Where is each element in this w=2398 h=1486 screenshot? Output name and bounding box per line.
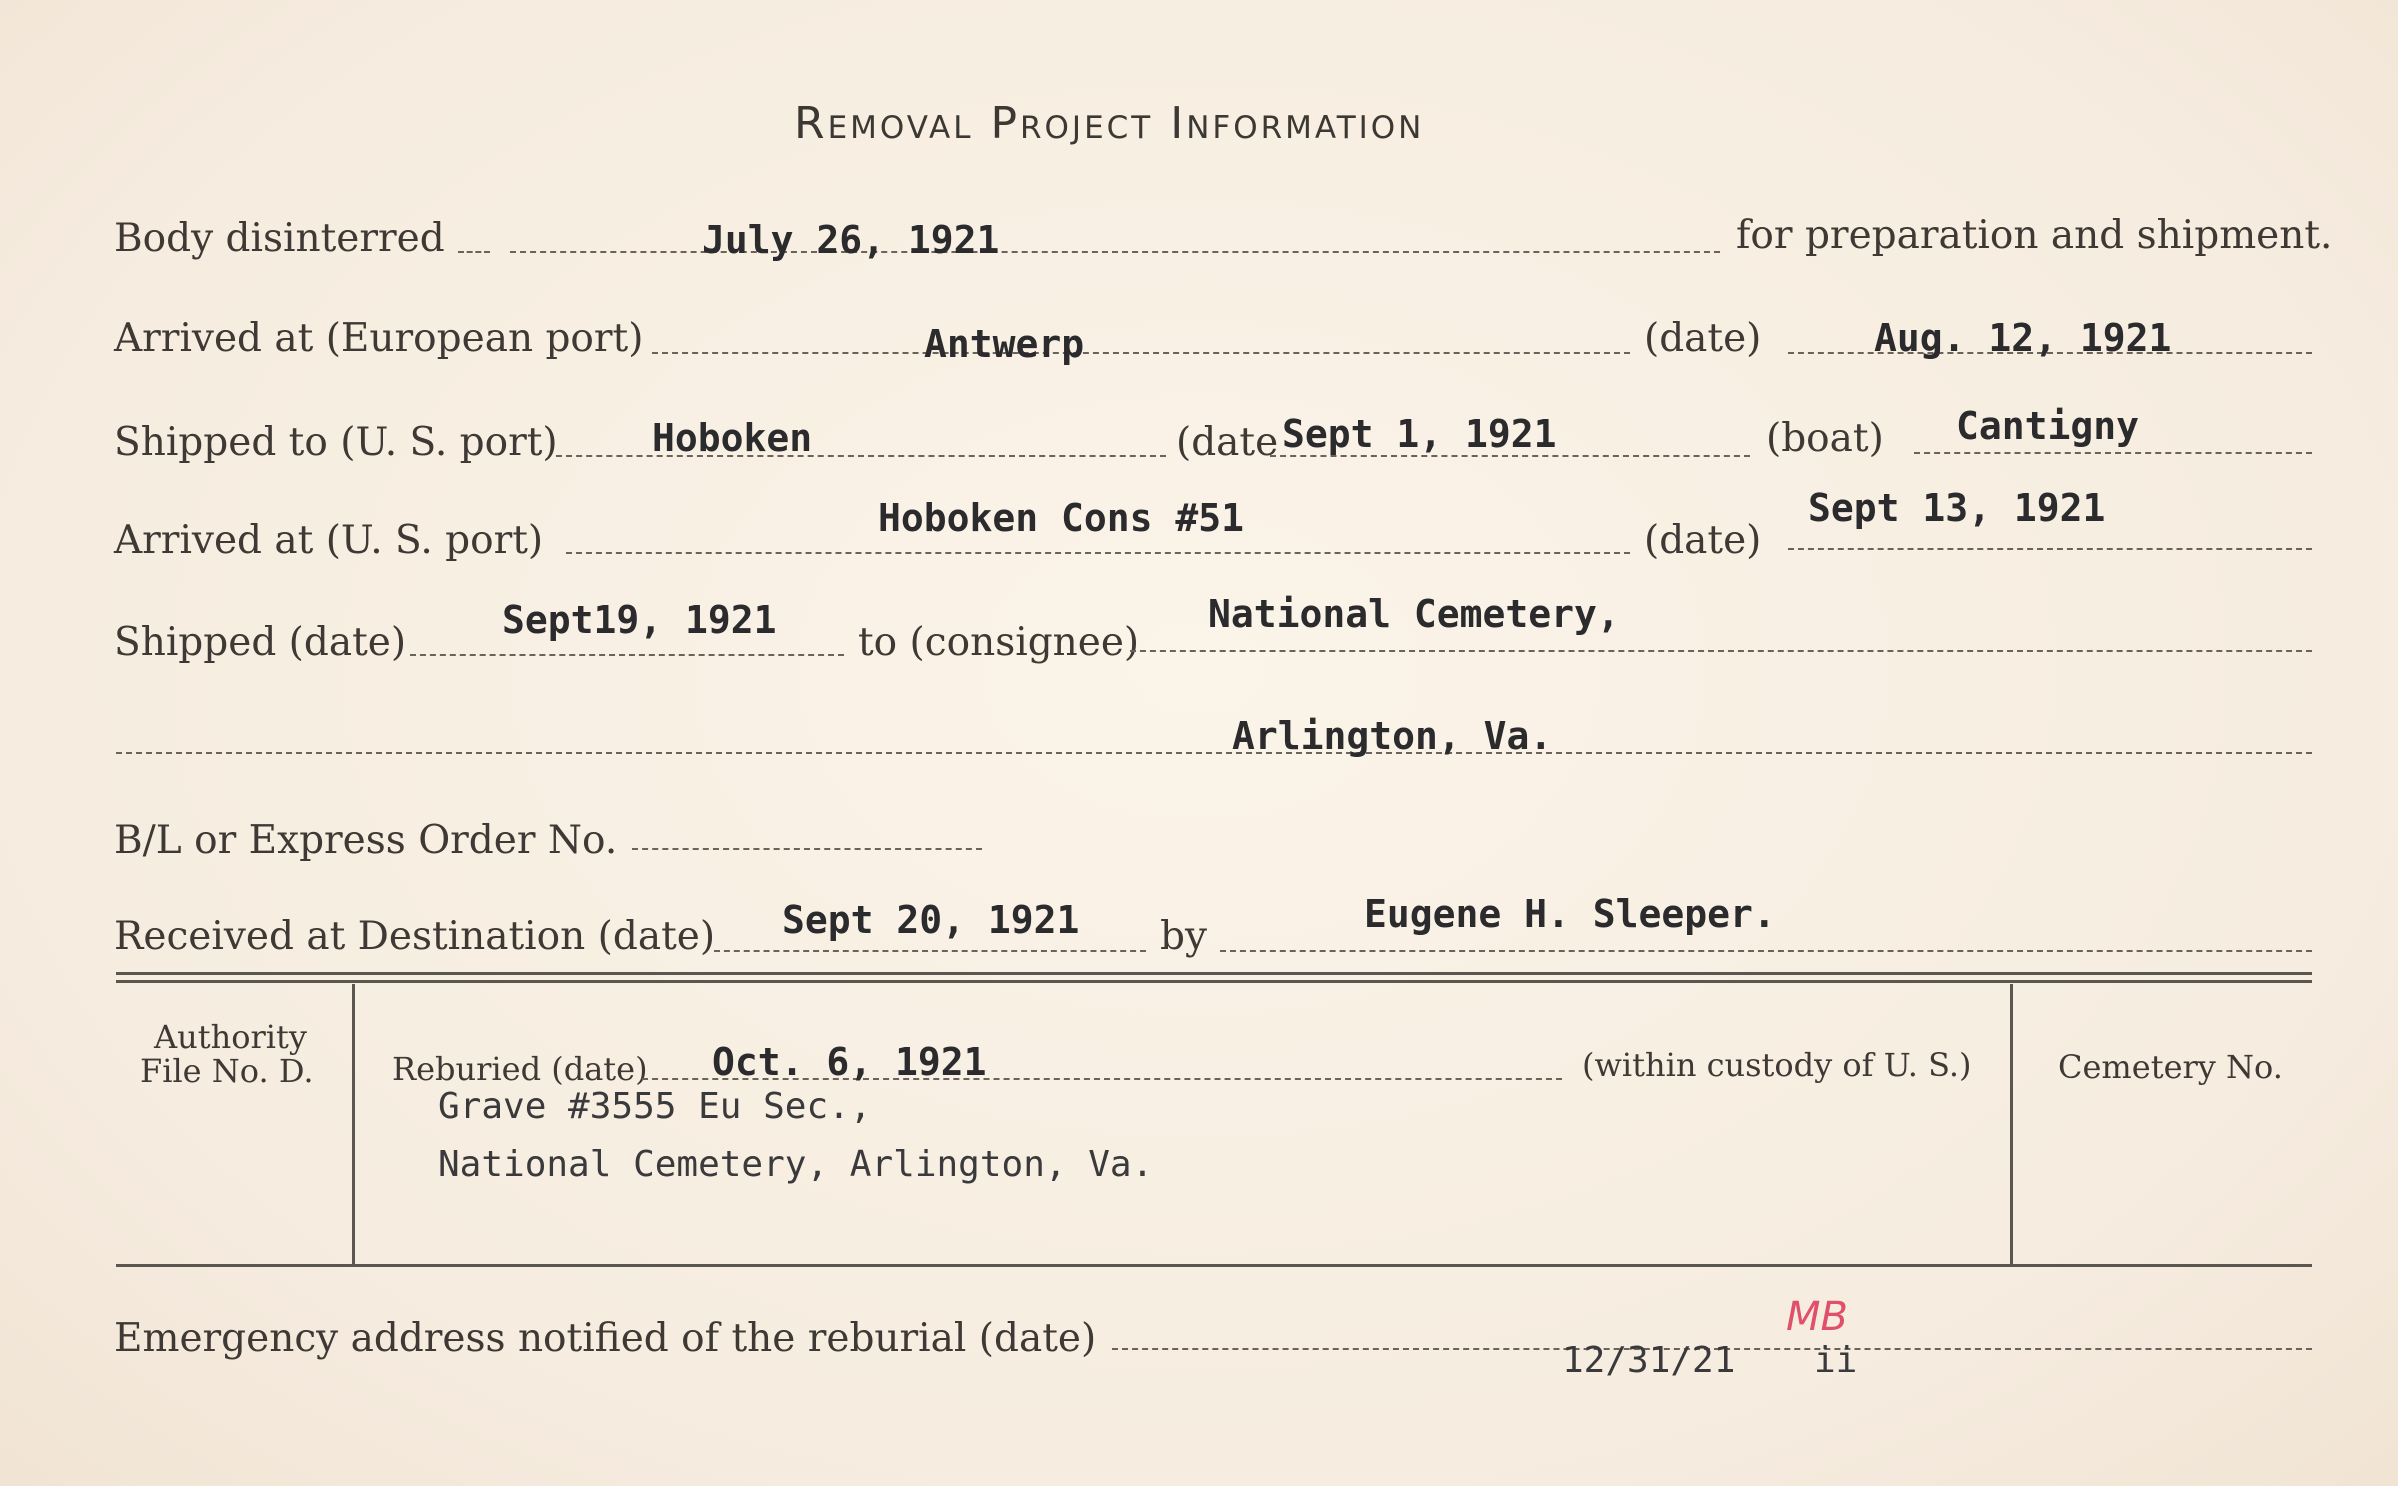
emergency-label: Emergency address notified of the reburial (date) [114, 1316, 1097, 1361]
emergency-suffix-value: ii [1814, 1340, 1858, 1381]
consignee-label: to (consignee) [858, 620, 1140, 665]
authority-label: Authority [154, 1018, 307, 1056]
consignee-line2 [116, 752, 2312, 754]
body-disinterred-value: July 26, 1921 [702, 218, 1000, 262]
arrived-european-label: Arrived at (European port) [114, 316, 644, 361]
us-port-arrived-value: Hoboken Cons #51 [878, 496, 1245, 540]
received-date-line [714, 950, 1146, 952]
grave-line2-value: National Cemetery, Arlington, Va. [438, 1144, 1154, 1185]
boat-line [1914, 452, 2312, 454]
european-port-value: Antwerp [924, 322, 1085, 366]
body-disinterred-label: Body disinterred [114, 216, 445, 261]
received-by-line [1220, 950, 2312, 952]
box-top-rule [116, 980, 2312, 983]
emergency-date-value: 12/31/21 [1562, 1340, 1736, 1381]
boat-label: (boat) [1766, 416, 1884, 461]
box-bottom-rule [116, 1264, 2312, 1267]
consignee-line2-value: Arlington, Va. [1232, 714, 1553, 758]
arrived-us-label: Arrived at (U. S. port) [114, 518, 544, 563]
shipped-date-value: Sept 1, 1921 [1282, 412, 1557, 456]
card-title: Removal Project Information [794, 98, 1425, 149]
body-disinterred-line [458, 251, 490, 253]
received-date-value: Sept 20, 1921 [782, 898, 1080, 942]
consignee-line1-value: National Cemetery, [1208, 592, 1620, 636]
european-port-line [652, 352, 1630, 354]
us-port-shipped-value: Hoboken [652, 416, 813, 460]
bl-order-label: B/L or Express Order No. [114, 818, 618, 863]
arrived-date-label: (date) [1644, 518, 1762, 563]
file-no-label: File No. D. [140, 1052, 314, 1090]
cemetery-no-label: Cemetery No. [2058, 1048, 2283, 1086]
for-preparation-label: for preparation and shipment. [1736, 213, 2333, 258]
grave-line1-value: Grave #3555 Eu Sec., [438, 1086, 872, 1127]
shipped-date-label: (date [1176, 420, 1279, 465]
european-date-label: (date) [1644, 316, 1762, 361]
european-date-value: Aug. 12, 1921 [1874, 316, 2172, 360]
us-port-arrived-line [566, 552, 1630, 554]
shipped-on-label: Shipped (date) [114, 620, 407, 665]
body-disinterred-line [510, 251, 1720, 253]
shipped-on-line [410, 654, 844, 656]
arrived-date-value: Sept 13, 1921 [1808, 486, 2106, 530]
reburied-date-value: Oct. 6, 1921 [712, 1040, 987, 1084]
bl-order-line [632, 848, 982, 850]
within-custody-label: (within custody of U. S.) [1582, 1046, 1972, 1084]
received-dest-label: Received at Destination (date) [114, 914, 716, 959]
shipped-on-value: Sept19, 1921 [502, 598, 777, 642]
shipped-to-us-label: Shipped to (U. S. port) [114, 420, 558, 465]
box-divider-right [2010, 984, 2013, 1264]
consignee-line [1130, 650, 2312, 652]
us-port-shipped-line [556, 455, 1166, 457]
handwritten-initials: MB [1786, 1294, 1848, 1340]
box-divider-left [352, 984, 355, 1264]
reburied-label: Reburied (date) [392, 1050, 648, 1088]
by-label: by [1160, 914, 1207, 959]
received-by-value: Eugene H. Sleeper. [1364, 892, 1776, 936]
arrived-date-line [1788, 548, 2312, 550]
box-top-rule [116, 972, 2312, 975]
boat-value: Cantigny [1956, 404, 2140, 448]
